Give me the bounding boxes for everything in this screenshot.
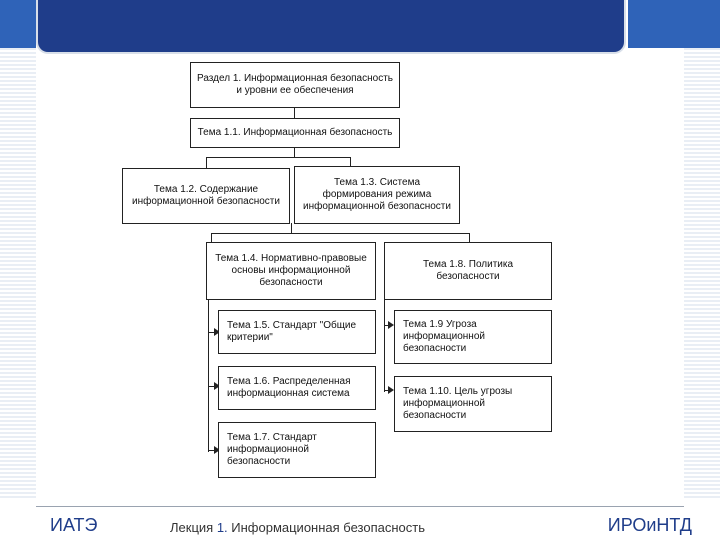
- topic-1-3-box: Тема 1.3. Система формирования режима информационной безопасности: [294, 166, 460, 224]
- topic-1-1-box: Тема 1.1. Информационная безопасность: [190, 118, 400, 148]
- top-right-accent: [628, 0, 720, 48]
- connector: [211, 233, 469, 234]
- connector: [291, 223, 292, 233]
- footer-lecture-number: 1.: [216, 520, 228, 535]
- topic-1-8-box: Тема 1.8. Политика безопасности: [384, 242, 552, 300]
- title-banner: [36, 0, 626, 54]
- topic-1-2-box: Тема 1.2. Содержание информационной безопасности: [122, 168, 290, 224]
- topic-1-7-box: Тема 1.7. Стандарт информационной безопасности: [218, 422, 376, 478]
- footer-institute: ИАТЭ: [50, 515, 98, 535]
- topic-1-9-box: Тема 1.9 Угроза информационной безопасности: [394, 310, 552, 364]
- footer-divider: [36, 506, 684, 507]
- left-stripe-decoration: [0, 0, 36, 500]
- right-stripe-decoration: [684, 0, 720, 500]
- footer-department: ИРОиНТД: [607, 515, 692, 535]
- section-box: Раздел 1. Информационная безопасность и уровни ее обеспечения: [190, 62, 400, 108]
- topic-1-6-box: Тема 1.6. Распределенная информационная система: [218, 366, 376, 410]
- topic-1-5-box: Тема 1.5. Стандарт "Общие критерии": [218, 310, 376, 354]
- footer-lecture-title: [170, 520, 425, 535]
- topic-1-4-box: Тема 1.4. Нормативно-правовые основы информационной безопасности: [206, 242, 376, 300]
- connector: [384, 300, 385, 392]
- connector: [294, 147, 295, 157]
- footer-lecture-name: Информационная безопасность: [227, 520, 425, 535]
- topic-1-10-box: Тема 1.10. Цель угрозы информационной безопасности: [394, 376, 552, 432]
- connector: [206, 157, 350, 158]
- connector: [208, 300, 209, 452]
- footer-lecture-prefix: Лекция: [170, 520, 217, 535]
- top-left-accent: [0, 0, 36, 48]
